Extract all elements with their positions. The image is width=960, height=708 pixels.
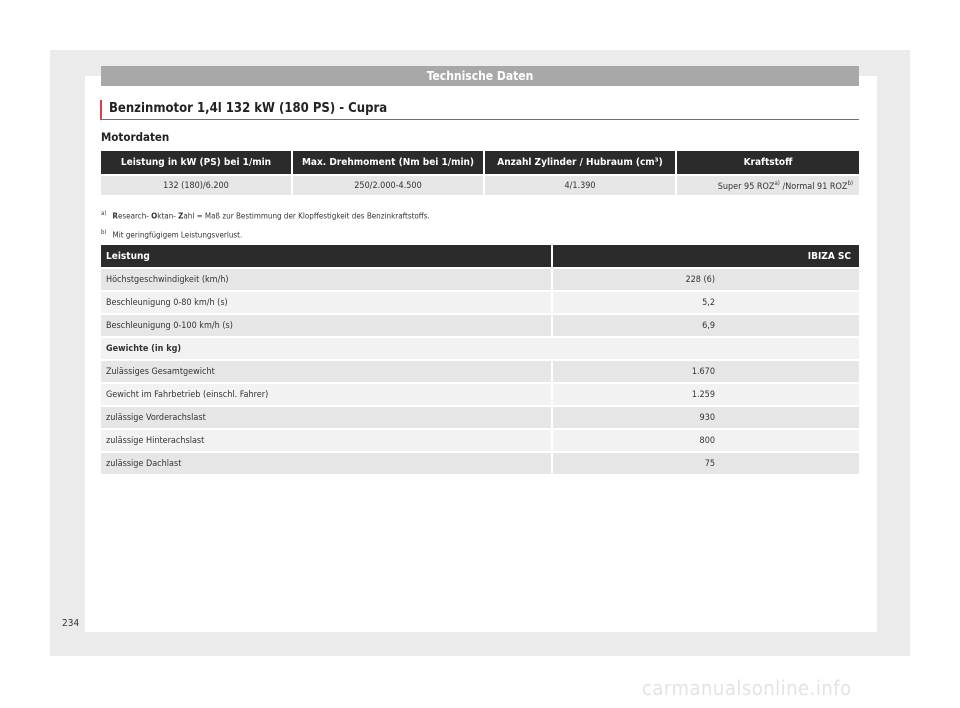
table-row (101, 384, 859, 405)
group-row (101, 338, 859, 359)
row-value: 6,9 (553, 315, 859, 336)
row-label: Beschleunigung 0-100 km/h (s) (101, 315, 551, 336)
footnote-b: $^{b)}$ Mit geringfügigem Leistungsverlust. (101, 228, 243, 240)
row-value: 228 (6) (553, 269, 859, 290)
row-value: 1.670 (553, 361, 859, 382)
cell-drehmoment: 250/2.000-4.500 (293, 176, 483, 195)
group-label: Gewichte (in kg) (101, 338, 859, 359)
footnote-a: $^{a)}$ Research- Oktan- Zahl = Maß zur Bestimmung der Klopffestigkeit des Benzinkraftstoffs. (101, 210, 430, 221)
row-label: zulässige Vorderachslast (101, 407, 551, 428)
section-title: Benzinmotor 1,4l 132 kW (180 PS) - Cupra (100, 100, 859, 120)
row-label: Höchstgeschwindigkeit (km/h) (101, 269, 551, 290)
row-label: Beschleunigung 0-80 km/h (s) (101, 292, 551, 313)
leistung-table (99, 243, 861, 476)
row-value: 1.259 (553, 384, 859, 405)
motordaten-heading: Motordaten (101, 130, 170, 144)
chapter-banner: Technische Daten (101, 66, 859, 86)
table-row (101, 453, 859, 474)
page-number: 234 (62, 618, 80, 629)
leistung-header-row (101, 245, 859, 267)
row-value: 75 (553, 453, 859, 474)
footnotes (101, 206, 430, 243)
table-row (101, 430, 859, 451)
table-row (101, 361, 859, 382)
watermark: carmanualsonline.info (642, 676, 852, 700)
cell-leistung: 132 (180)/6.200 (101, 176, 291, 195)
header-zylinder: Anzahl Zylinder / Hubraum (cm³) (485, 151, 675, 174)
row-value: 930 (553, 407, 859, 428)
cell-zylinder: 4/1.390 (485, 176, 675, 195)
header-leistung: Leistung in kW (PS) bei 1/min (101, 151, 291, 174)
header-leistung-col: Leistung (101, 245, 551, 267)
row-label: Zulässiges Gesamtgewicht (101, 361, 551, 382)
header-drehmoment: Max. Drehmoment (Nm bei 1/min) (293, 151, 483, 174)
row-label: zulässige Dachlast (101, 453, 551, 474)
header-model-col: IBIZA SC (553, 245, 859, 267)
table-row (101, 292, 859, 313)
row-label: zulässige Hinterachslast (101, 430, 551, 451)
table-row (101, 315, 859, 336)
row-value: 800 (553, 430, 859, 451)
row-value: 5,2 (553, 292, 859, 313)
table-row (101, 407, 859, 428)
motordaten-header-row (101, 151, 859, 174)
row-label: Gewicht im Fahrbetrieb (einschl. Fahrer) (101, 384, 551, 405)
motordaten-row (101, 176, 859, 195)
header-kraftstoff: Kraftstoff (677, 151, 859, 174)
table-row (101, 269, 859, 290)
cell-kraftstoff: Super 95 ROZ$^{a)}$ /Normal 91 ROZ$^{b)}$ (677, 176, 859, 195)
motordaten-table (99, 149, 861, 197)
